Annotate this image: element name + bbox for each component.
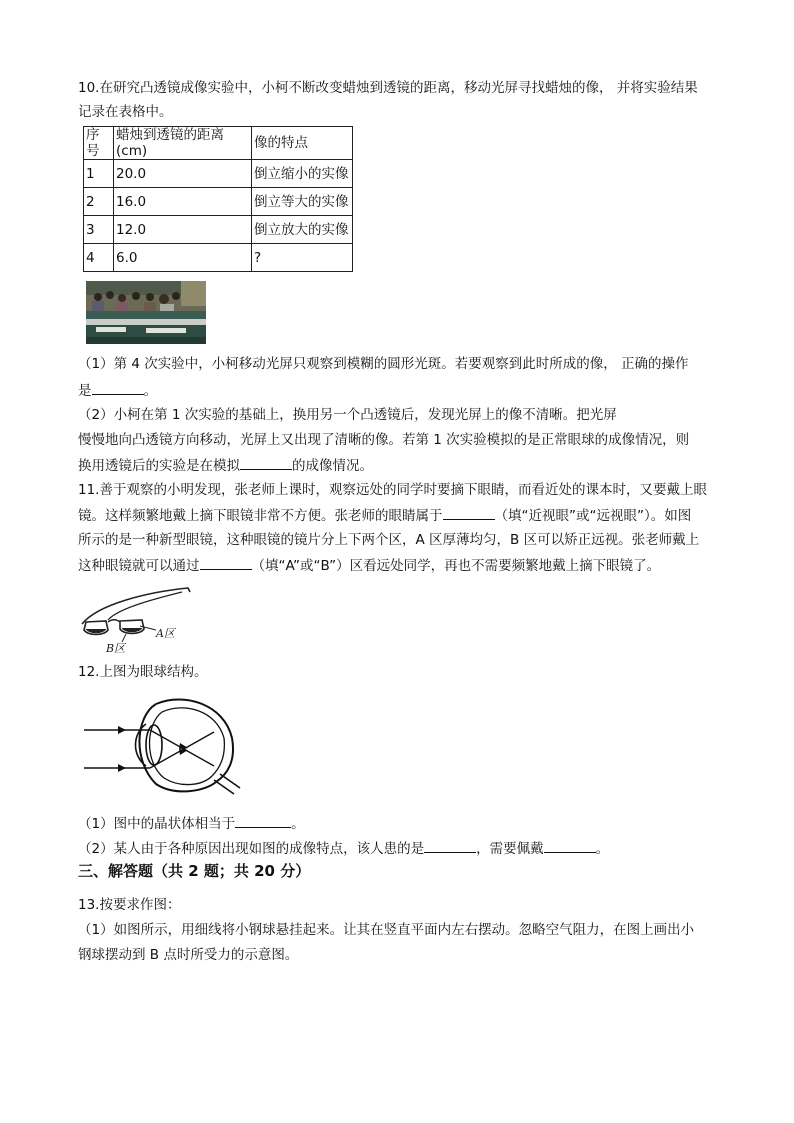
- cell-distance: 16.0: [114, 188, 252, 216]
- answer-blank[interactable]: [200, 555, 252, 570]
- q13-part1-line1: （1）如图所示，用细线将小钢球悬挂起来。让其在竖直平面内左右摆动。忽略空气阻力，在图上画出小: [78, 922, 695, 938]
- cell-index: 1: [84, 160, 114, 188]
- q12-part2-text-b: ，需要佩戴: [476, 841, 544, 857]
- answer-blank[interactable]: [424, 838, 476, 853]
- answer-blank[interactable]: [443, 505, 495, 520]
- label-b-zone: B区: [106, 642, 126, 655]
- bifocal-glasses-figure: [78, 584, 198, 656]
- q11-line2-text-b: （填“近视眼”或“远视眼”）。如图: [494, 508, 692, 524]
- q12-part1-text-a: （1）图中的晶状体相当于: [78, 816, 236, 832]
- cell-feature: 倒立等大的实像: [252, 188, 353, 216]
- q11-line4-text-b: （填“A”或“B”）区看远处同学，再也不需要频繁地戴上摘下眼镜了。: [251, 558, 661, 574]
- eyeball-diagram: [84, 690, 254, 800]
- cell-distance: 20.0: [114, 160, 252, 188]
- q12-part2-text-c: 。: [595, 841, 610, 857]
- cell-index: 3: [84, 216, 114, 244]
- q11-line4-text-a: 这种眼镜就可以通过: [78, 558, 200, 574]
- cell-index: 4: [84, 244, 114, 272]
- table-row: [84, 160, 353, 188]
- cell-index: 2: [84, 188, 114, 216]
- q10-part1-text-b: 。: [143, 383, 157, 399]
- header-index: 序号: [84, 127, 114, 160]
- answer-blank[interactable]: [240, 455, 292, 470]
- cell-feature: 倒立放大的实像: [252, 216, 353, 244]
- q13-title: 13.按要求作图：: [78, 897, 181, 913]
- q12-part1: [78, 813, 305, 834]
- q10-part2-line2: 慢慢地向凸透镜方向移动，光屏上又出现了清晰的像。若第 1 次实验模拟的是正常眼球的成像情况，则: [78, 432, 690, 448]
- q10-part1-text-a: 是: [78, 383, 92, 399]
- q11-line2-text-a: 镜。这样频繁地戴上摘下眼镜非常不方便。张老师的眼睛属于: [78, 508, 443, 524]
- q10-part2-text-a: 换用透镜后的实验是在模拟: [78, 458, 240, 474]
- table-row: [84, 244, 353, 272]
- header-image-feature: 像的特点: [252, 127, 353, 160]
- table-header-row: [84, 127, 353, 160]
- q10-part1-line1: （1）第 4 次实验中，小柯移动光屏只观察到模糊的圆形光斑。若要观察到此时所成的像， 正确的操作: [78, 356, 689, 372]
- cell-distance: 12.0: [114, 216, 252, 244]
- cell-feature: ?: [252, 244, 353, 272]
- experiment-table: [83, 126, 353, 272]
- cell-feature: 倒立缩小的实像: [252, 160, 353, 188]
- q13-part1-line2: 钢球摆动到 B 点时所受力的示意图。: [78, 947, 299, 963]
- header-distance: 蜡烛到透镜的距离(cm): [114, 127, 252, 160]
- q10-part1-line2: [78, 380, 157, 401]
- answer-blank[interactable]: [92, 380, 144, 395]
- q10-part2-text-b: 的成像情况。: [292, 458, 373, 474]
- q12-part2-text-a: （2）某人由于各种原因出现如图的成像特点，该人患的是: [78, 841, 425, 857]
- q11-line1: 11.善于观察的小明发现，张老师上课时，观察远处的同学时要摘下眼睛，而看近处的课本时，又要戴上眼: [78, 482, 707, 498]
- q11-line4: [78, 555, 660, 576]
- section-title: 三、解答题（共 2 题；共 20 分）: [78, 862, 311, 880]
- label-a-zone: A区: [156, 627, 175, 640]
- q10-intro-line2: 记录在表格中。: [78, 104, 173, 120]
- q12-title: 12.上图为眼球结构。: [78, 664, 208, 680]
- classroom-photo: [86, 281, 206, 344]
- q12-part1-text-b: 。: [291, 816, 305, 832]
- q10-part2-line1: （2）小柯在第 1 次实验的基础上，换用另一个凸透镜后，发现光屏上的像不清晰。把光屏: [78, 407, 617, 423]
- table-row: [84, 216, 353, 244]
- table-row: [84, 188, 353, 216]
- cell-distance: 6.0: [114, 244, 252, 272]
- q11-line3: 所示的是一种新型眼镜，这种眼镜的镜片分上下两个区，A 区厚薄均匀，B 区可以矫正远视。张老师戴上: [78, 532, 700, 548]
- q12-part2: [78, 838, 609, 859]
- answer-blank[interactable]: [544, 838, 596, 853]
- q10-intro-line1: 10.在研究凸透镜成像实验中，小柯不断改变蜡烛到透镜的距离，移动光屏寻找蜡烛的像， 并将实验结果: [78, 80, 698, 96]
- q10-part2-line3: [78, 455, 373, 476]
- q11-line2: [78, 505, 691, 526]
- answer-blank[interactable]: [235, 813, 291, 828]
